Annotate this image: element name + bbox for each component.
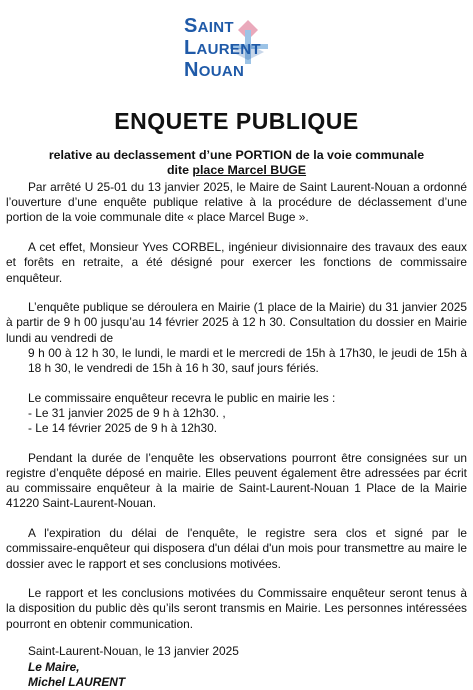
page-subtitle bbox=[0, 148, 473, 178]
paragraph-observations: Pendant la durée de l’enquête les observations pourront être consignées sur un registre d’enquête déposé en mairie. Elles peuvent également être adressées par écrit au commissaire enquêteur à la mairie de Saint-Laurent-Nouan 1 Place de la Mairie 41220 Saint-Laurent-Nouan. bbox=[6, 450, 467, 511]
signature-name: Michel LAURENT bbox=[28, 674, 126, 689]
paragraph-dates: L’enquête publique se déroulera en Mairie (1 place de la Mairie) du 31 janvier 2025 à partir de 9 h 00 jusqu’au 14 février 2025 à 12 h 30. Consultation du dossier en Mairie lundi au vendredi de bbox=[6, 300, 467, 345]
signature-block bbox=[6, 644, 467, 690]
logo-letter: L bbox=[184, 37, 197, 59]
page-title: ENQUETE PUBLIQUE bbox=[114, 108, 359, 134]
logo-line-nouan bbox=[184, 60, 244, 80]
subtitle-prefix: dite bbox=[166, 163, 193, 177]
paragraph-commissaire: A cet effet, Monsieur Yves CORBEL, ingénieur divisionnaire des travaux des eaux et forêts en retraite, a été désigné pour exercer les fonctions de commissaire enquêteur. bbox=[6, 240, 467, 285]
notice-body bbox=[6, 180, 467, 690]
logo-letter: S bbox=[184, 15, 198, 37]
signature-place-date: Saint-Laurent-Nouan, le 13 janvier 2025 bbox=[28, 644, 239, 659]
logo-line-saint bbox=[184, 16, 234, 36]
saint-laurent-nouan-logo bbox=[184, 16, 274, 94]
logo-letter: N bbox=[184, 59, 199, 81]
paragraph-expiration: A l'expiration du délai de l'enquête, le registre sera clos et signé par le commissaire-enquêteur qui disposera d'un délai d'un mois pour transmettre au maire le dossier avec le rapport et ses conclusions motivées. bbox=[6, 526, 467, 571]
logo-line-laurent bbox=[184, 38, 261, 58]
permanence-item: - Le 31 janvier 2025 de 9 h à 12h30. , bbox=[28, 405, 226, 420]
signature-role: Le Maire, bbox=[28, 659, 80, 674]
logo-word: OUAN bbox=[198, 63, 245, 80]
permanence-item: - Le 14 février 2025 de 9 h à 12h30. bbox=[28, 421, 218, 436]
paragraph-rapport: Le rapport et les conclusions motivées du Commissaire enquêteur seront tenus à la disposition du public dès qu’ils seront transmis en Mairie. Les personnes intéressées pourront en obtenir communication. bbox=[6, 586, 467, 631]
logo-word: AURENT bbox=[196, 41, 261, 58]
subtitle-place-name: place Marcel BUGE bbox=[192, 163, 307, 177]
paragraph-arrete: Par arrêté U 25-01 du 13 janvier 2025, le Maire de Saint Laurent-Nouan a ordonné l’ouverture d’une enquête publique relative à la procédure de déclassement d’une portion de la voie communale dite « place Marcel Buge ». bbox=[6, 180, 467, 225]
paragraph-hours: 9 h 00 à 12 h 30, le lundi, le mardi et le mercredi de 15h à 17h30, le jeudi de 15h à 18 h 30, le vendredi de 15h à 16 h 30, sauf jours fériés. bbox=[28, 345, 467, 376]
permanences-block bbox=[6, 391, 467, 437]
logo-word: AINT bbox=[197, 19, 234, 36]
subtitle-line-1: relative au declassement d’une PORTION de la voie communale bbox=[48, 148, 425, 162]
permanences-intro: Le commissaire enquêteur recevra le public en mairie les : bbox=[28, 390, 336, 405]
subtitle-line-2 bbox=[0, 163, 473, 178]
